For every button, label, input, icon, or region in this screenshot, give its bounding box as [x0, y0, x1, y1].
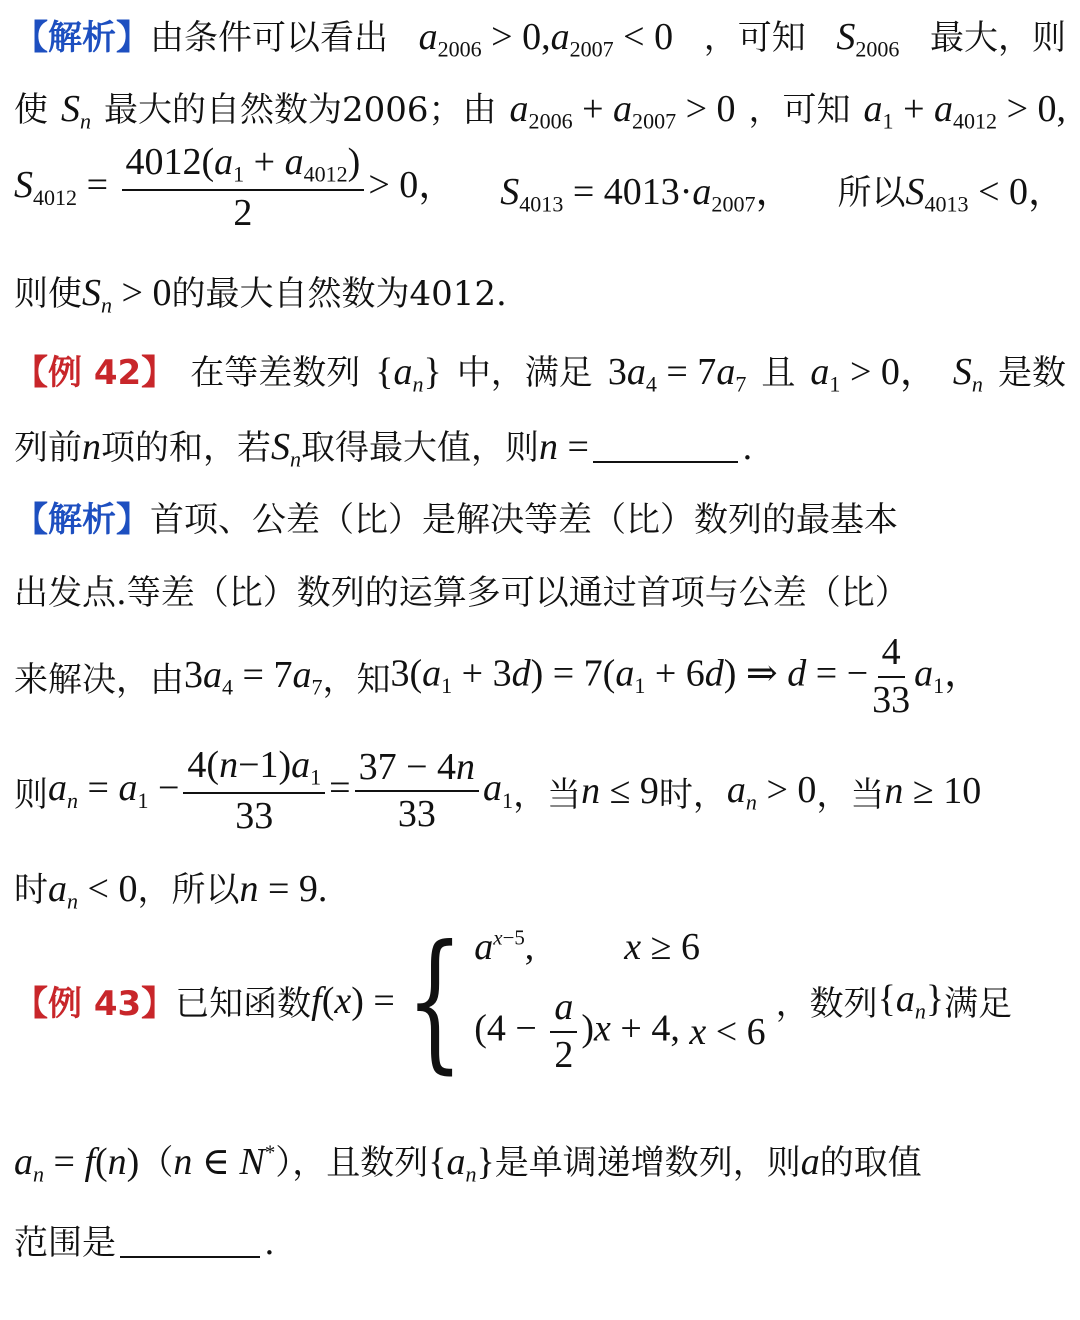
piecewise-function: { $a^{x-5}$, x ≥ 6 (4 − $\frac{a}{2}$ )x + 4, x < 6: [405, 913, 766, 1088]
solution2-line-2: 出发点.等差（比）数列的运算多可以通过首项与公差（比）: [14, 573, 909, 613]
example-43-line-2: $a_n = f(n)(n$ ∈ N*），且数列$\{a_n\}$是单调递增数列，则a的取值: [14, 1140, 922, 1187]
solution2-line-5: 时$a_n < 0$，所以n = 9.: [14, 868, 328, 914]
example-42-line-2: 列前n项的和，若$S_n$取得最大值，则n = .: [14, 426, 753, 472]
example-43-line-1: 【例 43】 已知函数 f(x) = { $a^{x-5}$, x ≥ 6 (4 − $\frac{a}{2}$ )x + 4, x < 6 ，数列 $\{a_n\}$ 满足: [14, 913, 1013, 1088]
example-42-tag: 【例 42】: [14, 353, 176, 393]
fraction: $\frac{4012(a_1 + a_{4012})}{2}$: [122, 142, 365, 235]
solution2-line-1: 【解析】首项、公差（比）是解决等差（比）数列的最基本: [14, 500, 898, 540]
solution2-line-3: 来解决，由 $3a_4 = 7a_7$ ，知 $3(a_1 + 3d) = 7(a_1 + 6d)$ ⇒ d = − $\frac{4}{33}$ $a_1$，: [14, 631, 983, 721]
example-43-line-3: 范围是 .: [14, 1223, 275, 1263]
solution-line-3: $S_{4012}$ = $\frac{4012(a_1 + a_{4012})}{2}$ > 0， $S_{4013} = 4013\cdot a_{2007}$， 所以$S_{4013} < 0$，: [14, 141, 1066, 234]
solution-line-2: 使 $S_n$ 最大的自然数为2006；由 $a_{2006} + a_{2007} > 0$ ，可知 $a_1 + a_{4012} > 0$,: [14, 88, 1066, 134]
solution2-tag: 【解析】: [14, 500, 150, 540]
answer-blank-2[interactable]: [120, 1226, 260, 1258]
example-42-line-1: 【例 42】 在等差数列 $\{a_n\}$ 中，满足 $3a_4 = 7a_7$ 且 $a_1 > 0$， $S_n$ 是数: [14, 340, 1066, 398]
solution-line-1: 【解析】由条件可以看出 $a_{2006} > 0,a_{2007} < 0$ ，可知 $S_{2006}$ 最大，则: [14, 16, 1066, 62]
solution2-line-4: 则 $a_n = a_1$ − $\frac{4(n-1)a_1}{33}$ = $\frac{37 - 4n}{33}$ $a_1$ ，当 n ≤ 9 时， $a_n > 0$ ，当 n ≥ 10: [14, 744, 982, 837]
example-43-tag: 【例 43】: [14, 984, 176, 1025]
solution-tag: 【解析】: [14, 18, 150, 58]
answer-blank[interactable]: [593, 431, 738, 463]
solution-line-4: 则使$S_n > 0$的最大自然数为4012.: [14, 272, 507, 318]
